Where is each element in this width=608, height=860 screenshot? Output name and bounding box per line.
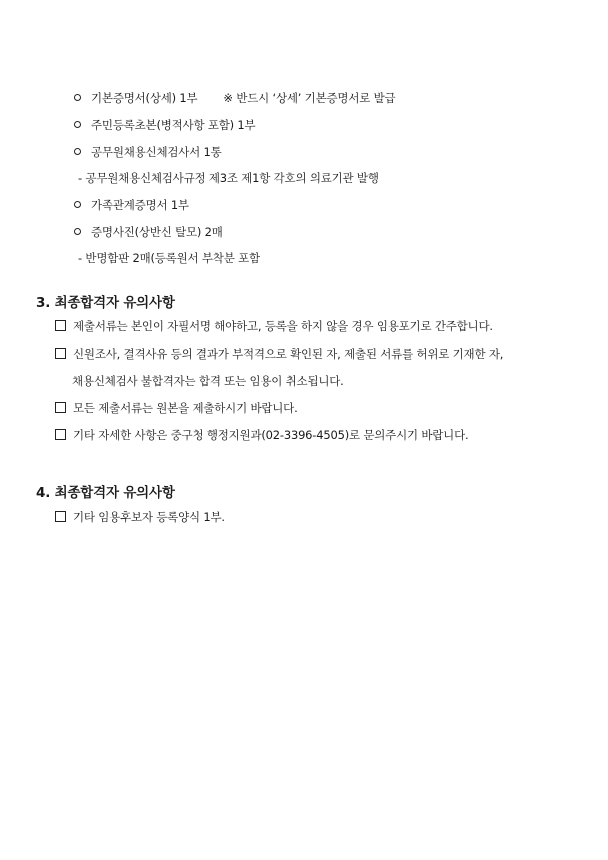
- notice-item-text: 채용신체검사 불합격자는 합격 또는 임용이 취소됩니다.: [72, 374, 344, 388]
- document-item: [74, 197, 189, 213]
- checkbox-square-icon: [55, 429, 66, 440]
- document-subitem: [78, 250, 260, 266]
- document-subitem: [78, 170, 379, 186]
- section-3-title: 3. 최종합격자 유의사항: [36, 295, 175, 311]
- checkbox-square-icon: [55, 511, 66, 522]
- document-item: [74, 224, 223, 240]
- document-subitem-text: - 반명함판 2매(등록원서 부착분 포함: [78, 251, 260, 265]
- notice-item-text: 기타 임용후보자 등록양식 1부.: [73, 510, 225, 524]
- notice-item: [55, 318, 493, 334]
- document-item-text: 증명사진(상반신 탈모) 2매: [91, 225, 223, 239]
- circle-bullet-icon: [74, 94, 81, 101]
- document-item-note: ※ 반드시 ‘상세’ 기본증명서로 발급: [223, 91, 396, 105]
- notice-item: [55, 346, 503, 362]
- notice-item-text: 신원조사, 결격사유 등의 결과가 부적격으로 확인된 자, 제출된 서류를 허위로 기재한 자,: [73, 347, 504, 361]
- circle-bullet-icon: [74, 201, 81, 208]
- document-item: [74, 117, 255, 133]
- notice-item-text: 모든 제출서류는 원본을 제출하시기 바랍니다.: [73, 401, 298, 415]
- document-item-text: 주민등록초본(병적사항 포함) 1부: [91, 118, 256, 132]
- checkbox-square-icon: [55, 320, 66, 331]
- notice-item: [55, 400, 298, 416]
- document-item: [74, 144, 222, 160]
- document-item-text: 가족관계증명서 1부: [91, 198, 189, 212]
- document-item-text: 공무원채용신체검사서 1통: [91, 145, 222, 159]
- circle-bullet-icon: [74, 121, 81, 128]
- notice-item: [55, 509, 225, 525]
- notice-item: [55, 427, 468, 443]
- document-subitem-text: - 공무원채용신체검사규정 제3조 제1항 각호의 의료기관 발행: [78, 171, 379, 185]
- circle-bullet-icon: [74, 148, 81, 155]
- checkbox-square-icon: [55, 348, 66, 359]
- circle-bullet-icon: [74, 228, 81, 235]
- notice-item-continuation: [72, 373, 344, 389]
- checkbox-square-icon: [55, 402, 66, 413]
- notice-item-text: 제출서류는 본인이 자필서명 해야하고, 등록을 하지 않을 경우 임용포기로 간주합니다.: [73, 319, 493, 333]
- notice-item-text: 기타 자세한 사항은 중구청 행정지원과(02-3396-4505)로 문의주시기 바랍니다.: [73, 428, 469, 442]
- document-item: [74, 90, 395, 106]
- document-item-text: 기본증명서(상세) 1부: [91, 91, 198, 105]
- section-4-title: 4. 최종합격자 유의사항: [36, 485, 175, 501]
